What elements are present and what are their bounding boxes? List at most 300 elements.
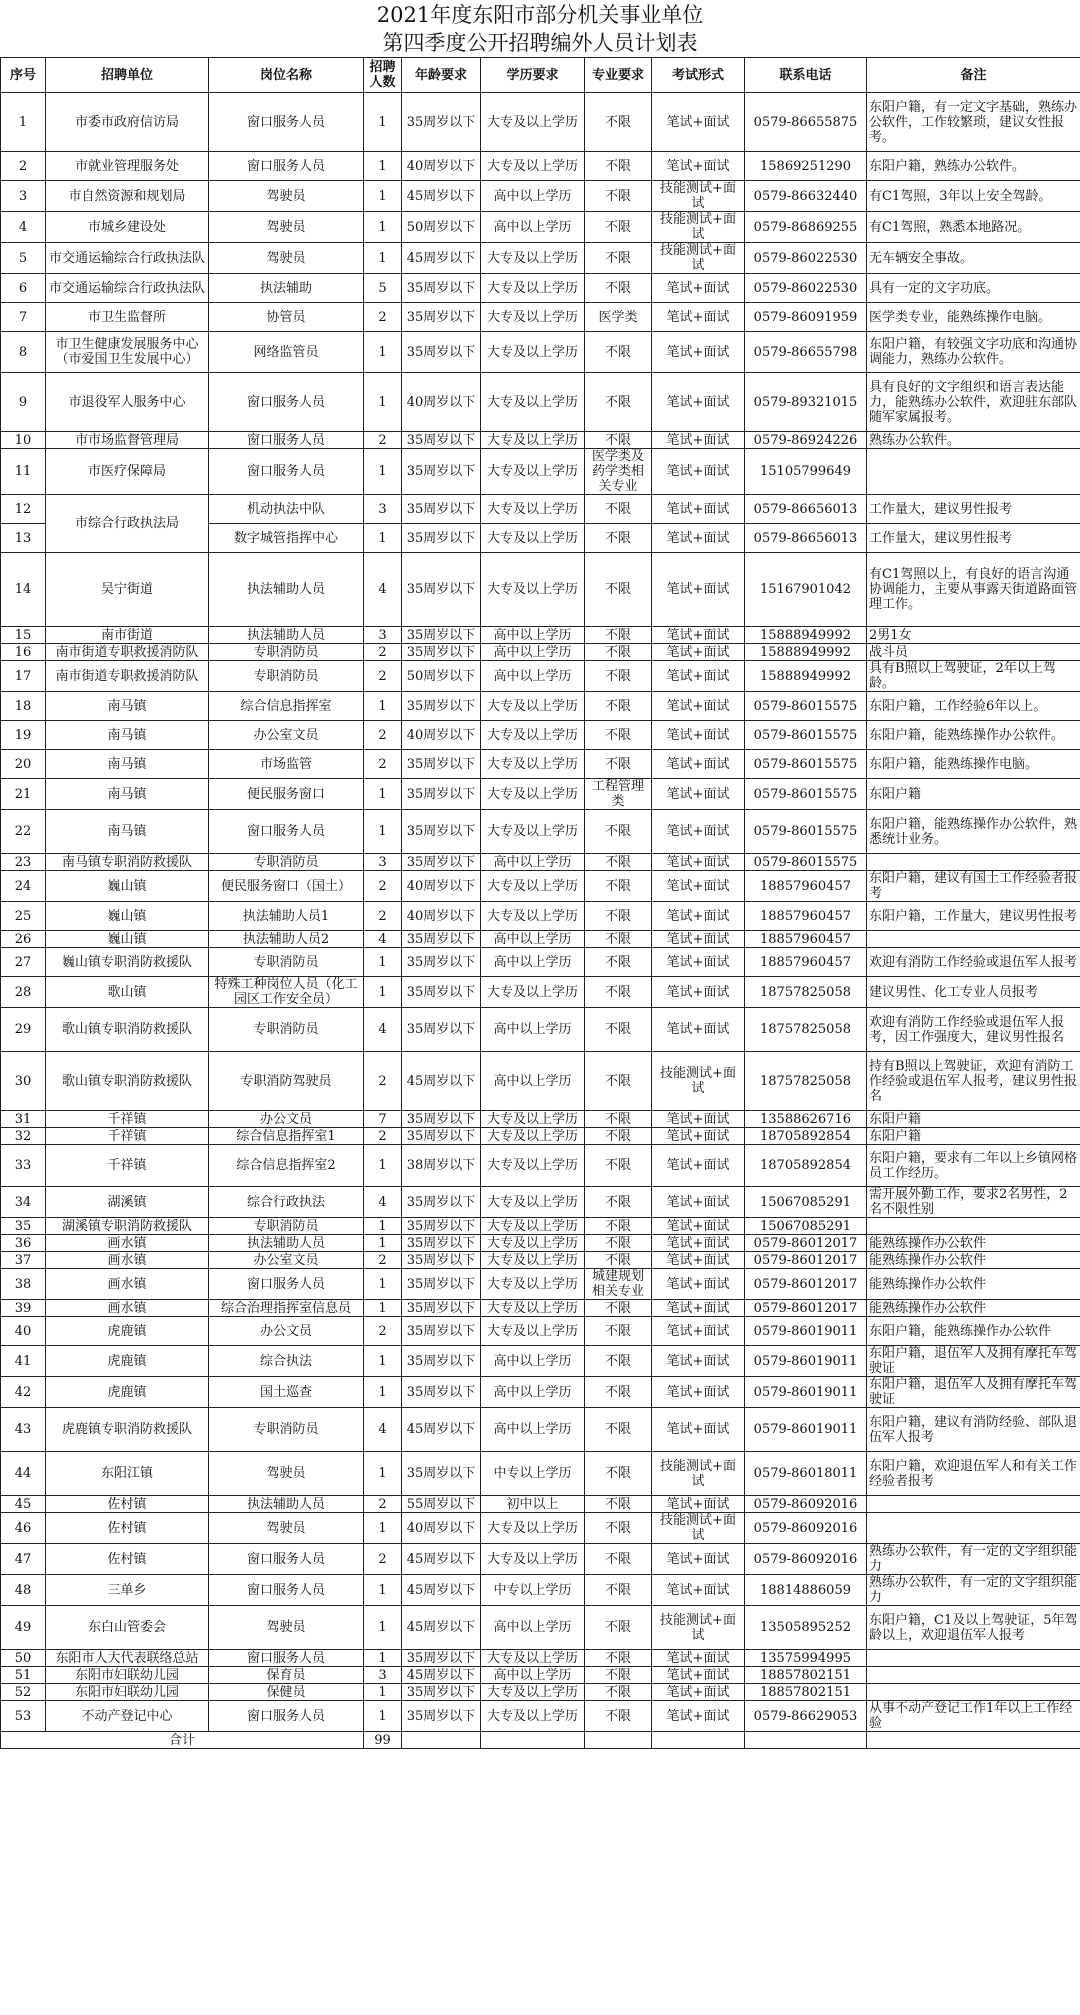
education-cell: 高中以上学历 [481,1408,585,1452]
major-cell: 不限 [585,1667,652,1684]
notes-cell: 欢迎有消防工作经验或退伍军人报考，因工作强度大，建议男性报名 [867,1008,1080,1052]
count-cell: 1 [364,1513,402,1544]
education-cell: 中专以上学历 [481,1452,585,1496]
education-cell: 初中以上 [481,1496,585,1513]
index-cell: 32 [1,1128,46,1145]
unit-cell: 歌山镇 [46,977,209,1008]
total-count: 99 [364,1732,402,1749]
table-row [1,373,1080,432]
position-cell: 专职消防员 [209,1408,364,1452]
unit-cell: 南市街道专职救援消防队 [46,644,209,661]
index-cell: 34 [1,1187,46,1218]
phone-cell: 0579-86019011 [745,1317,867,1346]
notes-cell [867,1684,1080,1701]
table-row [1,1684,1080,1701]
unit-cell: 佐村镇 [46,1496,209,1513]
notes-cell: 东阳户籍，建议有消防经验、部队退伍军人报考 [867,1408,1080,1452]
notes-cell: 能熟练操作办公软件 [867,1252,1080,1269]
major-cell: 不限 [585,181,652,212]
table-row [1,779,1080,810]
position-cell: 办公文员 [209,1317,364,1346]
position-cell: 窗口服务人员 [209,449,364,495]
age-cell: 35周岁以下 [402,948,481,977]
position-cell: 驾驶员 [209,1513,364,1544]
total-empty-cell [745,1732,867,1749]
education-cell: 高中以上学历 [481,931,585,948]
age-cell: 35周岁以下 [402,303,481,332]
table-row [1,1218,1080,1235]
education-cell: 大专及以上学历 [481,810,585,854]
major-cell: 不限 [585,1684,652,1701]
exam-cell: 笔试+面试 [652,627,745,644]
count-cell: 1 [364,243,402,274]
notes-cell: 东阳户籍，能熟练操作办公软件。 [867,721,1080,750]
exam-cell: 笔试+面试 [652,1252,745,1269]
position-cell: 窗口服务人员 [209,152,364,181]
count-cell: 2 [364,1052,402,1111]
unit-cell: 南马镇 [46,810,209,854]
education-cell: 大专及以上学历 [481,1218,585,1235]
phone-cell: 18857802151 [745,1667,867,1684]
major-cell: 不限 [585,1606,652,1650]
major-cell: 不限 [585,661,652,692]
table-row [1,1650,1080,1667]
age-cell: 35周岁以下 [402,1187,481,1218]
exam-cell: 笔试+面试 [652,1218,745,1235]
unit-cell: 市医疗保障局 [46,449,209,495]
header-notes: 备注 [867,58,1080,93]
education-cell: 高中以上学历 [481,627,585,644]
table-row [1,152,1080,181]
unit-cell: 南马镇 [46,692,209,721]
count-cell: 1 [364,152,402,181]
age-cell: 35周岁以下 [402,1218,481,1235]
exam-cell: 笔试+面试 [652,810,745,854]
position-cell: 窗口服务人员 [209,810,364,854]
age-cell: 35周岁以下 [402,1377,481,1408]
notes-cell [867,854,1080,871]
table-row [1,449,1080,495]
education-cell: 大专及以上学历 [481,1317,585,1346]
age-cell: 35周岁以下 [402,1346,481,1377]
unit-cell: 千祥镇 [46,1128,209,1145]
major-cell: 不限 [585,1008,652,1052]
unit-cell: 歌山镇专职消防救援队 [46,1008,209,1052]
index-cell: 43 [1,1408,46,1452]
count-cell: 1 [364,1346,402,1377]
position-cell: 办公文员 [209,1111,364,1128]
exam-cell: 笔试+面试 [652,1111,745,1128]
index-cell: 19 [1,721,46,750]
count-cell: 1 [364,1650,402,1667]
exam-cell: 笔试+面试 [652,1650,745,1667]
unit-cell: 市综合行政执法局 [46,495,209,553]
position-cell: 专职消防员 [209,1008,364,1052]
exam-cell: 笔试+面试 [652,854,745,871]
phone-cell: 15888949992 [745,661,867,692]
age-cell: 45周岁以下 [402,1606,481,1650]
count-cell: 1 [364,373,402,432]
exam-cell: 技能测试+面试 [652,243,745,274]
position-cell: 国土巡查 [209,1377,364,1408]
table-row [1,332,1080,373]
education-cell: 大专及以上学历 [481,432,585,449]
age-cell: 35周岁以下 [402,1008,481,1052]
total-empty-cell [402,1732,481,1749]
education-cell: 大专及以上学历 [481,1513,585,1544]
notes-cell: 东阳户籍 [867,1128,1080,1145]
unit-cell: 吴宁街道 [46,553,209,627]
major-cell: 不限 [585,1513,652,1544]
exam-cell: 笔试+面试 [652,1377,745,1408]
unit-cell: 画水镇 [46,1252,209,1269]
index-cell: 17 [1,661,46,692]
count-cell: 1 [364,810,402,854]
table-row [1,931,1080,948]
notes-cell: 东阳户籍，工作量大，建议男性报考 [867,902,1080,931]
index-cell: 52 [1,1684,46,1701]
notes-cell: 东阳户籍，欢迎退伍军人和有关工作经验者报考 [867,1452,1080,1496]
major-cell: 不限 [585,1128,652,1145]
count-cell: 1 [364,332,402,373]
phone-cell: 0579-86656013 [745,495,867,524]
index-cell: 33 [1,1145,46,1187]
major-cell: 不限 [585,373,652,432]
phone-cell: 18757825058 [745,1008,867,1052]
exam-cell: 笔试+面试 [652,871,745,902]
position-cell: 窗口服务人员 [209,93,364,152]
index-cell: 16 [1,644,46,661]
unit-cell: 市自然资源和规划局 [46,181,209,212]
notes-cell: 有C1驾照，3年以上安全驾龄。 [867,181,1080,212]
notes-cell: 持有B照以上驾驶证，欢迎有消防工作经验或退伍军人报考，建议男性报名 [867,1052,1080,1111]
major-cell: 不限 [585,1145,652,1187]
notes-cell: 东阳户籍，能熟练操作电脑。 [867,750,1080,779]
total-row [1,1732,1080,1749]
age-cell: 35周岁以下 [402,524,481,553]
education-cell: 高中以上学历 [481,661,585,692]
phone-cell: 0579-86012017 [745,1300,867,1317]
count-cell: 2 [364,750,402,779]
unit-cell: 佐村镇 [46,1544,209,1575]
exam-cell: 笔试+面试 [652,644,745,661]
unit-cell: 歌山镇专职消防救援队 [46,1052,209,1111]
header-age: 年龄要求 [402,58,481,93]
age-cell: 45周岁以下 [402,181,481,212]
major-cell: 不限 [585,1317,652,1346]
phone-cell: 0579-86015575 [745,810,867,854]
position-cell: 驾驶员 [209,1606,364,1650]
age-cell: 35周岁以下 [402,432,481,449]
major-cell: 不限 [585,627,652,644]
education-cell: 高中以上学历 [481,644,585,661]
position-cell: 窗口服务人员 [209,373,364,432]
count-cell: 1 [364,948,402,977]
count-cell: 1 [364,524,402,553]
count-cell: 2 [364,1252,402,1269]
education-cell: 大专及以上学历 [481,977,585,1008]
age-cell: 35周岁以下 [402,644,481,661]
table-row [1,1235,1080,1252]
exam-cell: 笔试+面试 [652,1145,745,1187]
exam-cell: 笔试+面试 [652,524,745,553]
unit-cell: 南马镇 [46,750,209,779]
position-cell: 驾驶员 [209,1452,364,1496]
count-cell: 3 [364,627,402,644]
position-cell: 窗口服务人员 [209,1269,364,1300]
education-cell: 大专及以上学历 [481,1300,585,1317]
count-cell: 2 [364,1128,402,1145]
exam-cell: 笔试+面试 [652,1008,745,1052]
count-cell: 1 [364,977,402,1008]
phone-cell: 15067085291 [745,1218,867,1235]
education-cell: 大专及以上学历 [481,1111,585,1128]
age-cell: 40周岁以下 [402,1513,481,1544]
unit-cell: 市就业管理服务处 [46,152,209,181]
age-cell: 35周岁以下 [402,1111,481,1128]
table-row [1,1667,1080,1684]
unit-cell: 虎鹿镇 [46,1317,209,1346]
recruitment-plan-table [0,57,1080,1749]
table-row [1,1111,1080,1128]
unit-cell: 市卫生健康发展服务中心（市爱国卫生发展中心） [46,332,209,373]
notes-cell: 能熟练操作办公软件 [867,1300,1080,1317]
index-cell: 13 [1,524,46,553]
exam-cell: 笔试+面试 [652,779,745,810]
index-cell: 45 [1,1496,46,1513]
count-cell: 4 [364,931,402,948]
index-cell: 21 [1,779,46,810]
notes-cell: 具有良好的文字组织和语言表达能力，能熟练办公软件，欢迎驻东部队随军家属报考。 [867,373,1080,432]
unit-cell: 虎鹿镇 [46,1377,209,1408]
notes-cell: 从事不动产登记工作1年以上工作经验 [867,1701,1080,1732]
exam-cell: 笔试+面试 [652,332,745,373]
position-cell: 执法辅助人员1 [209,902,364,931]
phone-cell: 0579-86091959 [745,303,867,332]
major-cell: 不限 [585,810,652,854]
age-cell: 45周岁以下 [402,1667,481,1684]
notes-cell: 具有一定的文字功底。 [867,274,1080,303]
position-cell: 便民服务窗口（国土） [209,871,364,902]
table-row [1,1252,1080,1269]
major-cell: 不限 [585,495,652,524]
position-cell: 协管员 [209,303,364,332]
education-cell: 大专及以上学历 [481,1684,585,1701]
exam-cell: 笔试+面试 [652,1269,745,1300]
notes-cell: 具有B照以上驾驶证，2年以上驾龄。 [867,661,1080,692]
unit-cell: 巍山镇专职消防救援队 [46,948,209,977]
exam-cell: 笔试+面试 [652,661,745,692]
phone-cell: 0579-86632440 [745,181,867,212]
unit-cell: 东阳市人大代表联络总站 [46,1650,209,1667]
phone-cell: 0579-86092016 [745,1544,867,1575]
major-cell: 不限 [585,1235,652,1252]
count-cell: 2 [364,303,402,332]
unit-cell: 东阳市妇联幼儿园 [46,1684,209,1701]
index-cell: 7 [1,303,46,332]
count-cell: 5 [364,274,402,303]
major-cell: 不限 [585,212,652,243]
position-cell: 执法辅助人员2 [209,931,364,948]
exam-cell: 笔试+面试 [652,1701,745,1732]
page-title-line2: 第四季度公开招聘编外人员计划表 [382,31,698,55]
count-cell: 4 [364,1408,402,1452]
education-cell: 大专及以上学历 [481,1145,585,1187]
phone-cell: 0579-86012017 [745,1252,867,1269]
education-cell: 大专及以上学历 [481,1235,585,1252]
major-cell: 工程管理类 [585,779,652,810]
unit-cell: 巍山镇 [46,871,209,902]
count-cell: 1 [364,779,402,810]
table-row [1,1701,1080,1732]
education-cell: 大专及以上学历 [481,495,585,524]
exam-cell: 笔试+面试 [652,977,745,1008]
position-cell: 综合信息指挥室 [209,692,364,721]
major-cell: 不限 [585,1300,652,1317]
phone-cell: 18757825058 [745,1052,867,1111]
unit-cell: 巍山镇 [46,902,209,931]
age-cell: 35周岁以下 [402,1650,481,1667]
count-cell: 2 [364,661,402,692]
index-cell: 39 [1,1300,46,1317]
education-cell: 大专及以上学历 [481,243,585,274]
notes-cell: 东阳户籍，能熟练操作办公软件，熟悉统计业务。 [867,810,1080,854]
exam-cell: 笔试+面试 [652,1684,745,1701]
notes-cell: 东阳户籍，能熟练操作办公软件 [867,1317,1080,1346]
education-cell: 大专及以上学历 [481,449,585,495]
phone-cell: 0579-86092016 [745,1513,867,1544]
unit-cell: 市交通运输综合行政执法队 [46,274,209,303]
index-cell: 11 [1,449,46,495]
phone-cell: 18857960457 [745,902,867,931]
notes-cell: 东阳户籍 [867,779,1080,810]
table-row [1,977,1080,1008]
unit-cell: 南市街道 [46,627,209,644]
count-cell: 2 [364,871,402,902]
header-exam: 考试形式 [652,58,745,93]
table-row [1,243,1080,274]
exam-cell: 笔试+面试 [652,449,745,495]
position-cell: 驾驶员 [209,243,364,274]
index-cell: 53 [1,1701,46,1732]
index-cell: 3 [1,181,46,212]
count-cell: 2 [364,721,402,750]
unit-cell: 市委市政府信访局 [46,93,209,152]
phone-cell: 18857960457 [745,871,867,902]
index-cell: 23 [1,854,46,871]
education-cell: 中专以上学历 [481,1575,585,1606]
index-cell: 4 [1,212,46,243]
major-cell: 不限 [585,1575,652,1606]
table-row [1,721,1080,750]
exam-cell: 笔试+面试 [652,1300,745,1317]
major-cell: 城建规划相关专业 [585,1269,652,1300]
table-row [1,1052,1080,1111]
total-label: 合计 [1,1732,364,1749]
index-cell: 37 [1,1252,46,1269]
index-cell: 15 [1,627,46,644]
education-cell: 大专及以上学历 [481,1187,585,1218]
index-cell: 26 [1,931,46,948]
exam-cell: 笔试+面试 [652,1544,745,1575]
major-cell: 不限 [585,1218,652,1235]
index-cell: 1 [1,93,46,152]
index-cell: 22 [1,810,46,854]
count-cell: 4 [364,1008,402,1052]
position-cell: 窗口服务人员 [209,1650,364,1667]
position-cell: 机动执法中队 [209,495,364,524]
major-cell: 不限 [585,902,652,931]
notes-cell: 东阳户籍，工作经验6年以上。 [867,692,1080,721]
count-cell: 1 [364,1269,402,1300]
notes-cell: 医学类专业，能熟练操作电脑。 [867,303,1080,332]
table-row [1,854,1080,871]
age-cell: 45周岁以下 [402,243,481,274]
education-cell: 高中以上学历 [481,212,585,243]
exam-cell: 笔试+面试 [652,750,745,779]
phone-cell: 15067085291 [745,1187,867,1218]
exam-cell: 笔试+面试 [652,553,745,627]
count-cell: 1 [364,1377,402,1408]
table-row [1,644,1080,661]
age-cell: 40周岁以下 [402,721,481,750]
age-cell: 40周岁以下 [402,871,481,902]
major-cell: 不限 [585,1377,652,1408]
count-cell: 2 [364,1496,402,1513]
index-cell: 42 [1,1377,46,1408]
table-row [1,902,1080,931]
exam-cell: 笔试+面试 [652,1128,745,1145]
phone-cell: 0579-86015575 [745,692,867,721]
position-cell: 执法辅助人员 [209,627,364,644]
index-cell: 18 [1,692,46,721]
unit-cell: 画水镇 [46,1235,209,1252]
phone-cell: 18857802151 [745,1684,867,1701]
position-cell: 便民服务窗口 [209,779,364,810]
notes-cell: 东阳户籍，要求有二年以上乡镇网格员工作经历。 [867,1145,1080,1187]
age-cell: 35周岁以下 [402,1300,481,1317]
phone-cell: 0579-86015575 [745,750,867,779]
phone-cell: 18857960457 [745,931,867,948]
exam-cell: 笔试+面试 [652,721,745,750]
exam-cell: 笔试+面试 [652,1317,745,1346]
major-cell: 不限 [585,644,652,661]
major-cell: 不限 [585,1408,652,1452]
major-cell: 不限 [585,1052,652,1111]
position-cell: 综合执法 [209,1346,364,1377]
count-cell: 3 [364,854,402,871]
phone-cell: 0579-86019011 [745,1346,867,1377]
table-row [1,1575,1080,1606]
exam-cell: 技能测试+面试 [652,1452,745,1496]
index-cell: 8 [1,332,46,373]
table-row [1,1300,1080,1317]
phone-cell: 15105799649 [745,449,867,495]
major-cell: 不限 [585,1701,652,1732]
major-cell: 不限 [585,1496,652,1513]
age-cell: 35周岁以下 [402,553,481,627]
age-cell: 45周岁以下 [402,1052,481,1111]
age-cell: 35周岁以下 [402,931,481,948]
education-cell: 大专及以上学历 [481,1701,585,1732]
major-cell: 不限 [585,93,652,152]
notes-cell: 建议男性、化工专业人员报考 [867,977,1080,1008]
index-cell: 29 [1,1008,46,1052]
header-major: 专业要求 [585,58,652,93]
phone-cell: 0579-86015575 [745,854,867,871]
exam-cell: 笔试+面试 [652,274,745,303]
table-row [1,627,1080,644]
